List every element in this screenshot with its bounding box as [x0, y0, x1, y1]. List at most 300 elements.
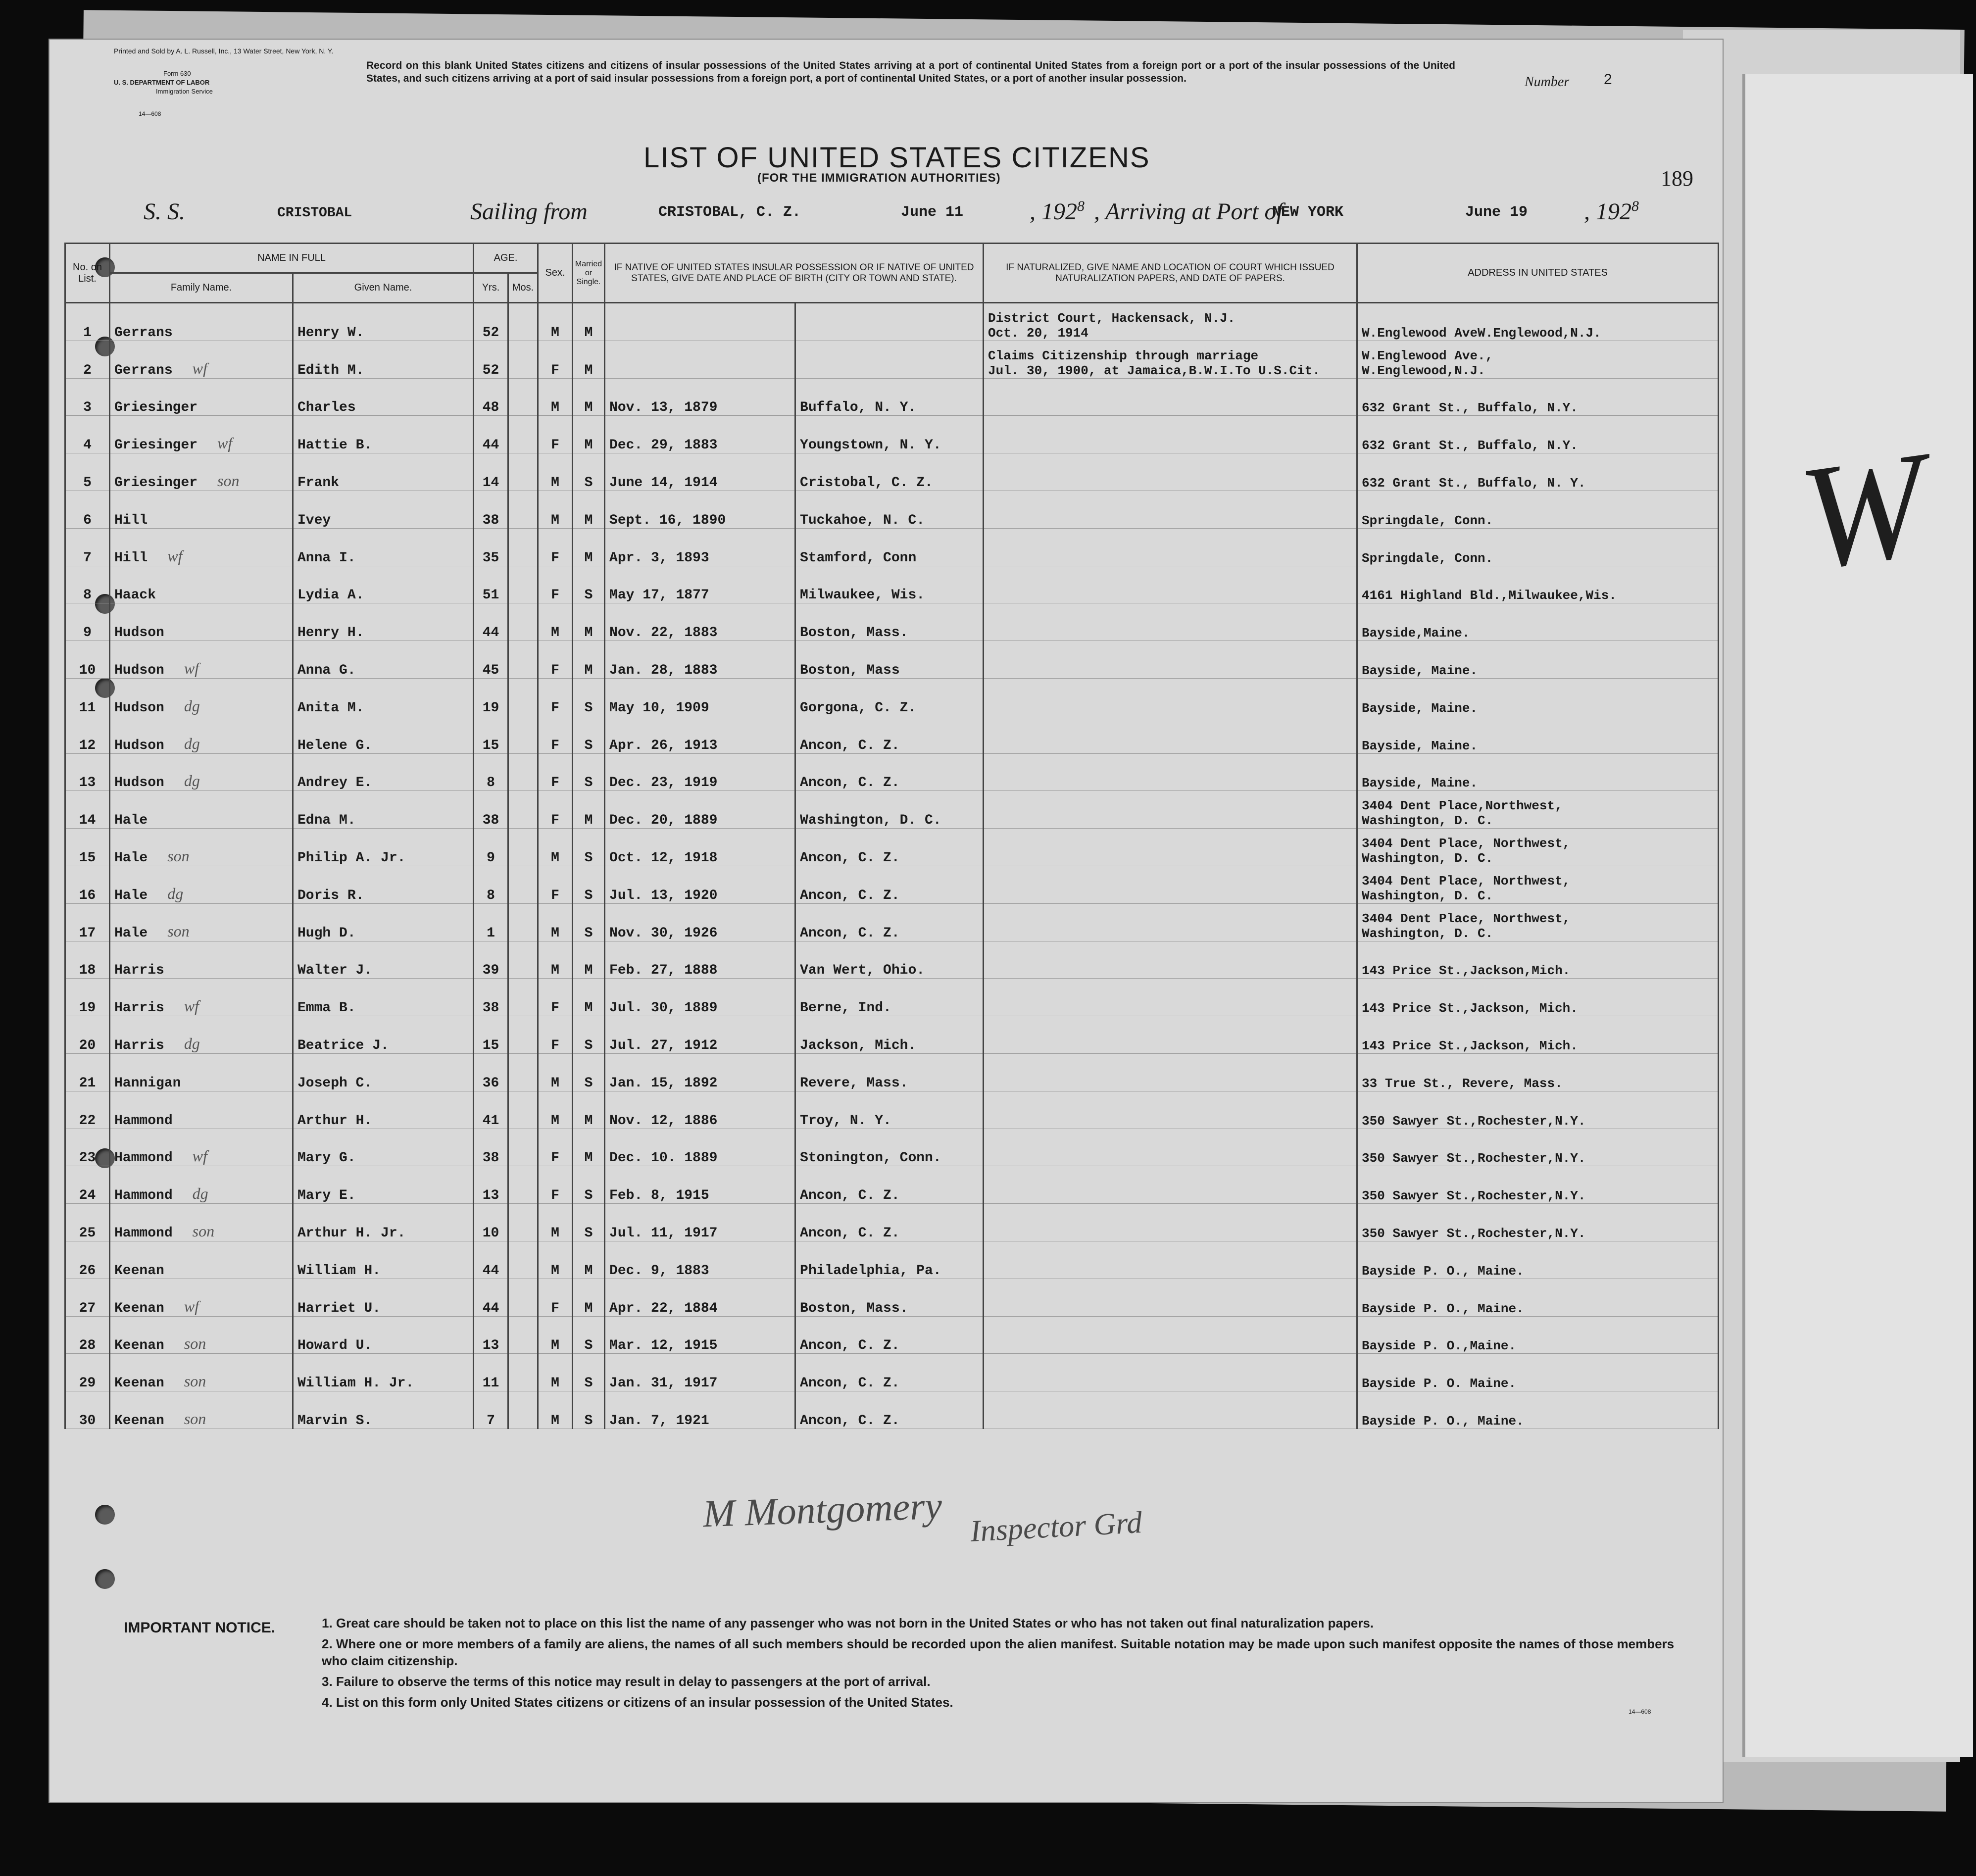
naturalization: [984, 829, 1357, 866]
table-row: [65, 528, 1719, 566]
given-name: Howard U.: [293, 1316, 474, 1354]
naturalization: [984, 716, 1357, 753]
family-name-text: Hill: [114, 512, 148, 528]
address: 4161 Highland Bld.,Milwaukee,Wis.: [1357, 566, 1719, 603]
naturalization: [984, 753, 1357, 791]
table-row: [65, 1316, 1719, 1354]
arrival-date: June 19: [1465, 204, 1528, 221]
naturalization: [984, 603, 1357, 641]
row-number: 6: [65, 491, 110, 528]
family-name: [110, 791, 293, 829]
relation-note: wf: [217, 434, 233, 452]
family-name-text: Hudson: [114, 700, 164, 716]
age-months: [508, 866, 538, 903]
given-name: Anna I.: [293, 528, 474, 566]
table-row: [65, 1241, 1719, 1279]
address: W.Englewood AveW.Englewood,N.J.: [1357, 303, 1719, 341]
birth-date: Dec. 9, 1883: [605, 1241, 795, 1279]
arrival-port: NEW YORK: [1272, 204, 1344, 221]
birth-place: Jackson, Mich.: [795, 1016, 984, 1054]
given-name: Doris R.: [293, 866, 474, 903]
age-months: [508, 641, 538, 679]
punch-hole: [95, 1505, 115, 1525]
family-name: [110, 753, 293, 791]
birth-date: Dec. 10. 1889: [605, 1129, 795, 1166]
col-family-name: Family Name.: [110, 273, 293, 303]
sail-date: June 11: [901, 204, 964, 221]
table-row: [65, 1204, 1719, 1241]
marital-status: M: [573, 603, 605, 641]
row-number: 10: [65, 641, 110, 679]
birth-place: Buffalo, N. Y.: [795, 378, 984, 416]
sex: F: [538, 1129, 573, 1166]
row-number: 21: [65, 1053, 110, 1091]
family-name-text: Griesinger: [114, 438, 198, 453]
sex: F: [538, 678, 573, 716]
naturalization: [984, 641, 1357, 679]
given-name: Helene G.: [293, 716, 474, 753]
marital-status: S: [573, 1053, 605, 1091]
notice-item-3: 3. Failure to observe the terms of this notice may result in delay to passengers at the port of arrival.: [322, 1674, 931, 1689]
table-row: [65, 903, 1719, 941]
row-number: 17: [65, 903, 110, 941]
row-number: 5: [65, 453, 110, 491]
naturalization: [984, 491, 1357, 528]
birth-place: Ancon, C. Z.: [795, 716, 984, 753]
family-name: [110, 1129, 293, 1166]
naturalization: [984, 566, 1357, 603]
marital-status: M: [573, 1241, 605, 1279]
age-years: 13: [474, 1166, 508, 1204]
birth-date: Nov. 30, 1926: [605, 903, 795, 941]
family-name: [110, 491, 293, 528]
relation-note: dg: [184, 1034, 200, 1052]
address: 33 True St., Revere, Mass.: [1357, 1053, 1719, 1091]
marital-status: M: [573, 1091, 605, 1129]
age-months: [508, 528, 538, 566]
birth-place: Ancon, C. Z.: [795, 903, 984, 941]
age-months: [508, 491, 538, 528]
marital-status: S: [573, 453, 605, 491]
address: Springdale, Conn.: [1357, 491, 1719, 528]
sex: M: [538, 1354, 573, 1391]
relation-note: son: [167, 922, 190, 940]
row-number: 11: [65, 678, 110, 716]
row-number: 30: [65, 1391, 110, 1429]
age-months: [508, 1091, 538, 1129]
sex: M: [538, 903, 573, 941]
row-number: 23: [65, 1129, 110, 1166]
row-number: 14: [65, 791, 110, 829]
passenger-table: [64, 243, 1719, 1429]
given-name: Edna M.: [293, 791, 474, 829]
age-months: [508, 566, 538, 603]
age-years: 38: [474, 491, 508, 528]
address: 350 Sawyer St.,Rochester,N.Y.: [1357, 1204, 1719, 1241]
table-row: [65, 603, 1719, 641]
birth-place: Ancon, C. Z.: [795, 1316, 984, 1354]
naturalization: [984, 866, 1357, 903]
address: 350 Sawyer St.,Rochester,N.Y.: [1357, 1166, 1719, 1204]
age-months: [508, 603, 538, 641]
family-name-text: Hammond: [114, 1113, 173, 1129]
family-name-text: Hale: [114, 813, 148, 829]
given-name: Hattie B.: [293, 416, 474, 453]
family-name-text: Griesinger: [114, 400, 198, 416]
relation-note: dg: [184, 772, 200, 790]
family-name: [110, 1279, 293, 1316]
sex: M: [538, 491, 573, 528]
sex: M: [538, 1241, 573, 1279]
given-name: Walter J.: [293, 941, 474, 979]
family-name: [110, 528, 293, 566]
sail-year-prefix: 192: [1041, 198, 1077, 225]
birth-place: Ancon, C. Z.: [795, 1204, 984, 1241]
birth-date: Nov. 12, 1886: [605, 1091, 795, 1129]
age-years: 35: [474, 528, 508, 566]
sex: F: [538, 416, 573, 453]
family-name: [110, 1204, 293, 1241]
form-code: 14—608: [139, 110, 161, 117]
given-name: Anita M.: [293, 678, 474, 716]
table-row: [65, 716, 1719, 753]
marital-status: S: [573, 678, 605, 716]
age-years: 14: [474, 453, 508, 491]
birth-date: Jan. 7, 1921: [605, 1391, 795, 1429]
table-row: [65, 1391, 1719, 1429]
address: Bayside P. O. Maine.: [1357, 1354, 1719, 1391]
sex: F: [538, 979, 573, 1016]
given-name: Lydia A.: [293, 566, 474, 603]
birth-place: Philadelphia, Pa.: [795, 1241, 984, 1279]
birth-date: May 17, 1877: [605, 566, 795, 603]
col-age: AGE.: [474, 244, 538, 273]
birth-place: Stamford, Conn: [795, 528, 984, 566]
sex: F: [538, 791, 573, 829]
table-row: [65, 1166, 1719, 1204]
inspector-title: Inspector Grd: [969, 1505, 1143, 1549]
family-name-text: Keenan: [114, 1338, 164, 1354]
age-months: [508, 753, 538, 791]
family-name-text: Keenan: [114, 1300, 164, 1316]
family-name: [110, 641, 293, 679]
relation-note: wf: [167, 546, 183, 565]
row-number: 1: [65, 303, 110, 341]
table-row: [65, 1129, 1719, 1166]
table-row: [65, 1091, 1719, 1129]
naturalization: [984, 528, 1357, 566]
ship-name: CRISTOBAL: [277, 205, 352, 221]
table-row: [65, 1053, 1719, 1091]
birth-place: Gorgona, C. Z.: [795, 678, 984, 716]
sex: F: [538, 753, 573, 791]
family-name: [110, 378, 293, 416]
relation-note: dg: [184, 734, 200, 752]
age-years: 8: [474, 866, 508, 903]
marital-status: M: [573, 491, 605, 528]
birth-date: Dec. 20, 1889: [605, 791, 795, 829]
service-name: Immigration Service: [156, 88, 213, 95]
naturalization: District Court, Hackensack, N.J. Oct. 20, 1914: [984, 303, 1357, 341]
age-years: 38: [474, 1129, 508, 1166]
sex: M: [538, 1091, 573, 1129]
family-name: [110, 303, 293, 341]
birth-date: Jul. 27, 1912: [605, 1016, 795, 1054]
table-row: [65, 303, 1719, 341]
birth-place: Youngstown, N. Y.: [795, 416, 984, 453]
family-name-text: Harris: [114, 1000, 164, 1016]
sex: M: [538, 1053, 573, 1091]
address: Bayside, Maine.: [1357, 716, 1719, 753]
table-row: [65, 791, 1719, 829]
relation-note: wf: [184, 659, 199, 677]
family-name: [110, 1166, 293, 1204]
age-years: 15: [474, 1016, 508, 1054]
relation-note: wf: [184, 1297, 199, 1315]
number-value: 2: [1604, 71, 1612, 88]
age-months: [508, 1279, 538, 1316]
row-number: 18: [65, 941, 110, 979]
naturalization: [984, 941, 1357, 979]
relation-note: son: [184, 1409, 206, 1428]
naturalization: [984, 1279, 1357, 1316]
table-row: [65, 1279, 1719, 1316]
sail-year-digit: 8: [1077, 198, 1085, 214]
marital-status: S: [573, 753, 605, 791]
birth-date: Apr. 3, 1893: [605, 528, 795, 566]
table-row: [65, 829, 1719, 866]
row-number: 19: [65, 979, 110, 1016]
table-row: [65, 1016, 1719, 1054]
naturalization: [984, 791, 1357, 829]
address: Bayside P. O.,Maine.: [1357, 1316, 1719, 1354]
relation-note: dg: [184, 696, 200, 715]
naturalization: [984, 979, 1357, 1016]
naturalization: Claims Citizenship through marriage Jul. 30, 1900, at Jamaica,B.W.I.To U.S.Cit.: [984, 341, 1357, 378]
family-name: [110, 416, 293, 453]
given-name: Mary E.: [293, 1166, 474, 1204]
age-years: 44: [474, 603, 508, 641]
table-row: [65, 453, 1719, 491]
age-years: 11: [474, 1354, 508, 1391]
given-name: Beatrice J.: [293, 1016, 474, 1054]
family-name: [110, 866, 293, 903]
given-name: Ivey: [293, 491, 474, 528]
age-months: [508, 903, 538, 941]
age-months: [508, 1204, 538, 1241]
arriving-label: , Arriving at Port of: [1094, 198, 1283, 225]
table-row: [65, 566, 1719, 603]
sex: F: [538, 1279, 573, 1316]
address: Bayside, Maine.: [1357, 753, 1719, 791]
row-number: 27: [65, 1279, 110, 1316]
family-name: [110, 678, 293, 716]
birth-date: Nov. 22, 1883: [605, 603, 795, 641]
birth-date: May 10, 1909: [605, 678, 795, 716]
naturalization: [984, 378, 1357, 416]
given-name: William H.: [293, 1241, 474, 1279]
family-name-text: Keenan: [114, 1413, 164, 1429]
address: 3404 Dent Place, Northwest, Washington, D. C.: [1357, 903, 1719, 941]
naturalization: [984, 1016, 1357, 1054]
sex: F: [538, 716, 573, 753]
family-name: [110, 903, 293, 941]
sex: M: [538, 941, 573, 979]
age-months: [508, 1354, 538, 1391]
page-title: LIST OF UNITED STATES CITIZENS: [643, 142, 1150, 174]
row-number: 8: [65, 566, 110, 603]
age-years: 41: [474, 1091, 508, 1129]
table-row: [65, 641, 1719, 679]
row-number: 16: [65, 866, 110, 903]
family-name: [110, 453, 293, 491]
notice-list: [322, 1615, 1698, 1711]
family-name: [110, 1053, 293, 1091]
given-name: Anna G.: [293, 641, 474, 679]
birth-date: Dec. 29, 1883: [605, 416, 795, 453]
marital-status: S: [573, 1391, 605, 1429]
relation-note: dg: [192, 1185, 208, 1203]
relation-note: son: [184, 1372, 206, 1390]
birth-date: Sept. 16, 1890: [605, 491, 795, 528]
age-years: 44: [474, 1241, 508, 1279]
given-name: Hugh D.: [293, 903, 474, 941]
marital-status: M: [573, 1279, 605, 1316]
address: 632 Grant St., Buffalo, N.Y.: [1357, 416, 1719, 453]
age-months: [508, 678, 538, 716]
birth-date: Jul. 11, 1917: [605, 1204, 795, 1241]
address: 3404 Dent Place, Northwest, Washington, D. C.: [1357, 829, 1719, 866]
age-years: 7: [474, 1391, 508, 1429]
page-subtitle: (FOR THE IMMIGRATION AUTHORITIES): [757, 171, 1001, 185]
family-name-text: Hammond: [114, 1150, 173, 1166]
naturalization: [984, 1204, 1357, 1241]
family-name: [110, 1241, 293, 1279]
marital-status: S: [573, 1204, 605, 1241]
birth-place: Milwaukee, Wis.: [795, 566, 984, 603]
given-name: Harriet U.: [293, 1279, 474, 1316]
relation-note: wf: [192, 359, 207, 377]
background-sheet-right-2: [1742, 74, 1973, 1757]
birth-place: Ancon, C. Z.: [795, 1354, 984, 1391]
sex: M: [538, 378, 573, 416]
marital-status: S: [573, 1166, 605, 1204]
birth-place: Washington, D. C.: [795, 791, 984, 829]
birth-date: Jul. 30, 1889: [605, 979, 795, 1016]
birth-date: [605, 341, 795, 378]
sex: M: [538, 453, 573, 491]
age-years: 44: [474, 416, 508, 453]
form-number: Form 630: [163, 70, 191, 77]
address: Bayside,Maine.: [1357, 603, 1719, 641]
col-name-in-full: NAME IN FULL: [110, 244, 474, 273]
arrival-year-digit: 8: [1631, 198, 1639, 214]
age-years: 9: [474, 829, 508, 866]
birth-place: Ancon, C. Z.: [795, 1391, 984, 1429]
age-months: [508, 453, 538, 491]
col-naturalized: IF NATURALIZED, GIVE NAME AND LOCATION OF COURT WHICH ISSUED NATURALIZATION PAPERS, AND DATE OF PAPERS.: [984, 244, 1357, 303]
birth-place: Boston, Mass: [795, 641, 984, 679]
row-number: 20: [65, 1016, 110, 1054]
row-number: 13: [65, 753, 110, 791]
given-name: Charles: [293, 378, 474, 416]
age-years: 19: [474, 678, 508, 716]
naturalization: [984, 1391, 1357, 1429]
birth-date: Oct. 12, 1918: [605, 829, 795, 866]
naturalization: [984, 453, 1357, 491]
table-row: [65, 491, 1719, 528]
birth-place: Tuckahoe, N. C.: [795, 491, 984, 528]
table-row: [65, 416, 1719, 453]
age-months: [508, 1241, 538, 1279]
birth-place: Ancon, C. Z.: [795, 753, 984, 791]
birth-place: [795, 303, 984, 341]
birth-place: Revere, Mass.: [795, 1053, 984, 1091]
birth-date: Feb. 27, 1888: [605, 941, 795, 979]
birth-date: Dec. 23, 1919: [605, 753, 795, 791]
family-name: [110, 716, 293, 753]
row-number: 9: [65, 603, 110, 641]
row-number: 4: [65, 416, 110, 453]
table-row: [65, 378, 1719, 416]
marital-status: S: [573, 829, 605, 866]
sex: M: [538, 829, 573, 866]
marital-status: S: [573, 1354, 605, 1391]
address: Bayside P. O., Maine.: [1357, 1279, 1719, 1316]
given-name: Henry W.: [293, 303, 474, 341]
sex: M: [538, 303, 573, 341]
notice-title: IMPORTANT NOTICE.: [124, 1620, 276, 1636]
age-months: [508, 829, 538, 866]
given-name: Philip A. Jr.: [293, 829, 474, 866]
family-name-text: Hale: [114, 888, 148, 903]
family-name-text: Hammond: [114, 1225, 173, 1241]
notice-item-4: 4. List on this form only United States citizens or citizens of an insular possession of the United States.: [322, 1695, 953, 1710]
family-name: [110, 1391, 293, 1429]
naturalization: [984, 678, 1357, 716]
address: 3404 Dent Place,Northwest, Washington, D. C.: [1357, 791, 1719, 829]
row-number: 26: [65, 1241, 110, 1279]
marital-status: M: [573, 979, 605, 1016]
birth-date: Mar. 12, 1915: [605, 1316, 795, 1354]
birth-place: Boston, Mass.: [795, 1279, 984, 1316]
col-no: No. on List.: [65, 244, 110, 303]
naturalization: [984, 416, 1357, 453]
family-name: [110, 1316, 293, 1354]
marital-status: M: [573, 941, 605, 979]
marital-status: S: [573, 903, 605, 941]
age-years: 15: [474, 716, 508, 753]
age-months: [508, 1129, 538, 1166]
address: 350 Sawyer St.,Rochester,N.Y.: [1357, 1129, 1719, 1166]
relation-note: son: [192, 1222, 215, 1240]
row-number: 3: [65, 378, 110, 416]
age-months: [508, 378, 538, 416]
birth-date: Nov. 13, 1879: [605, 378, 795, 416]
family-name-text: Keenan: [114, 1376, 164, 1391]
address: 3404 Dent Place, Northwest, Washington, D. C.: [1357, 866, 1719, 903]
family-name: [110, 979, 293, 1016]
col-birth: IF NATIVE OF UNITED STATES INSULAR POSSESSION OR IF NATIVE OF UNITED STATES, GIVE DATE AND PLACE OF BIRTH (CITY OR TOWN AND STATE).: [605, 244, 984, 303]
col-mos: Mos.: [508, 273, 538, 303]
given-name: Andrey E.: [293, 753, 474, 791]
family-name-text: Hannigan: [114, 1075, 181, 1091]
col-sex: Sex.: [538, 244, 573, 303]
naturalization: [984, 1241, 1357, 1279]
family-name: [110, 1091, 293, 1129]
row-number: 29: [65, 1354, 110, 1391]
sex: F: [538, 528, 573, 566]
